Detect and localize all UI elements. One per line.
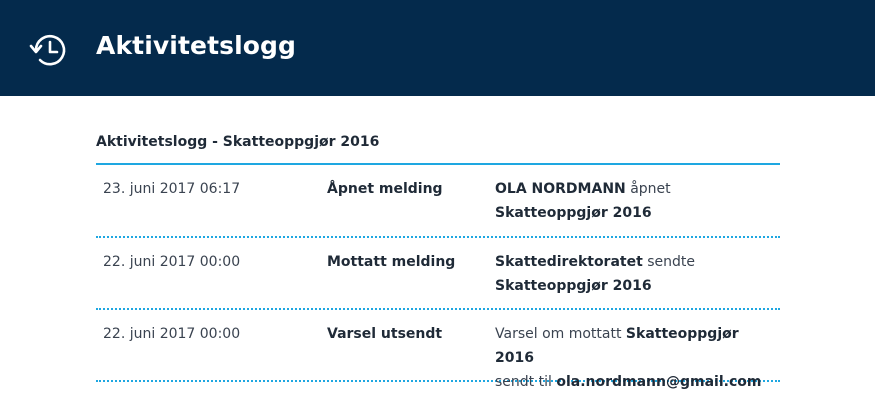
log-prefix: Varsel om mottatt — [495, 326, 626, 342]
log-action: Mottatt melding — [327, 254, 456, 270]
log-date: 22. juni 2017 00:00 — [103, 326, 241, 342]
activity-log — [96, 133, 780, 390]
log-title: Aktivitetslogg - Skatteoppgjør 2016 — [96, 134, 380, 150]
log-verb: åpnet — [625, 181, 671, 197]
page-header — [0, 0, 875, 96]
log-object: Skatteoppgjør 2016 — [495, 326, 739, 366]
log-object: Skatteoppgjør 2016 — [495, 278, 652, 294]
log-description — [495, 177, 775, 225]
log-row — [96, 310, 780, 390]
history-icon — [29, 31, 69, 69]
log-middle: sendt til — [495, 374, 557, 390]
log-object: Skatteoppgjør 2016 — [495, 205, 652, 221]
log-description — [495, 250, 775, 298]
log-action: Varsel utsendt — [327, 326, 443, 342]
log-verb: sendte — [642, 254, 696, 270]
page-title: Aktivitetslogg — [96, 31, 297, 60]
log-actor: Skattedirektoratet — [495, 254, 643, 270]
log-actor: OLA NORDMANN — [495, 181, 626, 197]
log-email: ola.nordmann@gmail.com — [556, 374, 762, 390]
log-row — [96, 238, 780, 310]
log-row — [96, 165, 780, 238]
log-description — [495, 322, 775, 394]
log-date: 23. juni 2017 06:17 — [103, 181, 241, 197]
log-action: Åpnet melding — [327, 181, 443, 197]
log-date: 22. juni 2017 00:00 — [103, 254, 241, 270]
